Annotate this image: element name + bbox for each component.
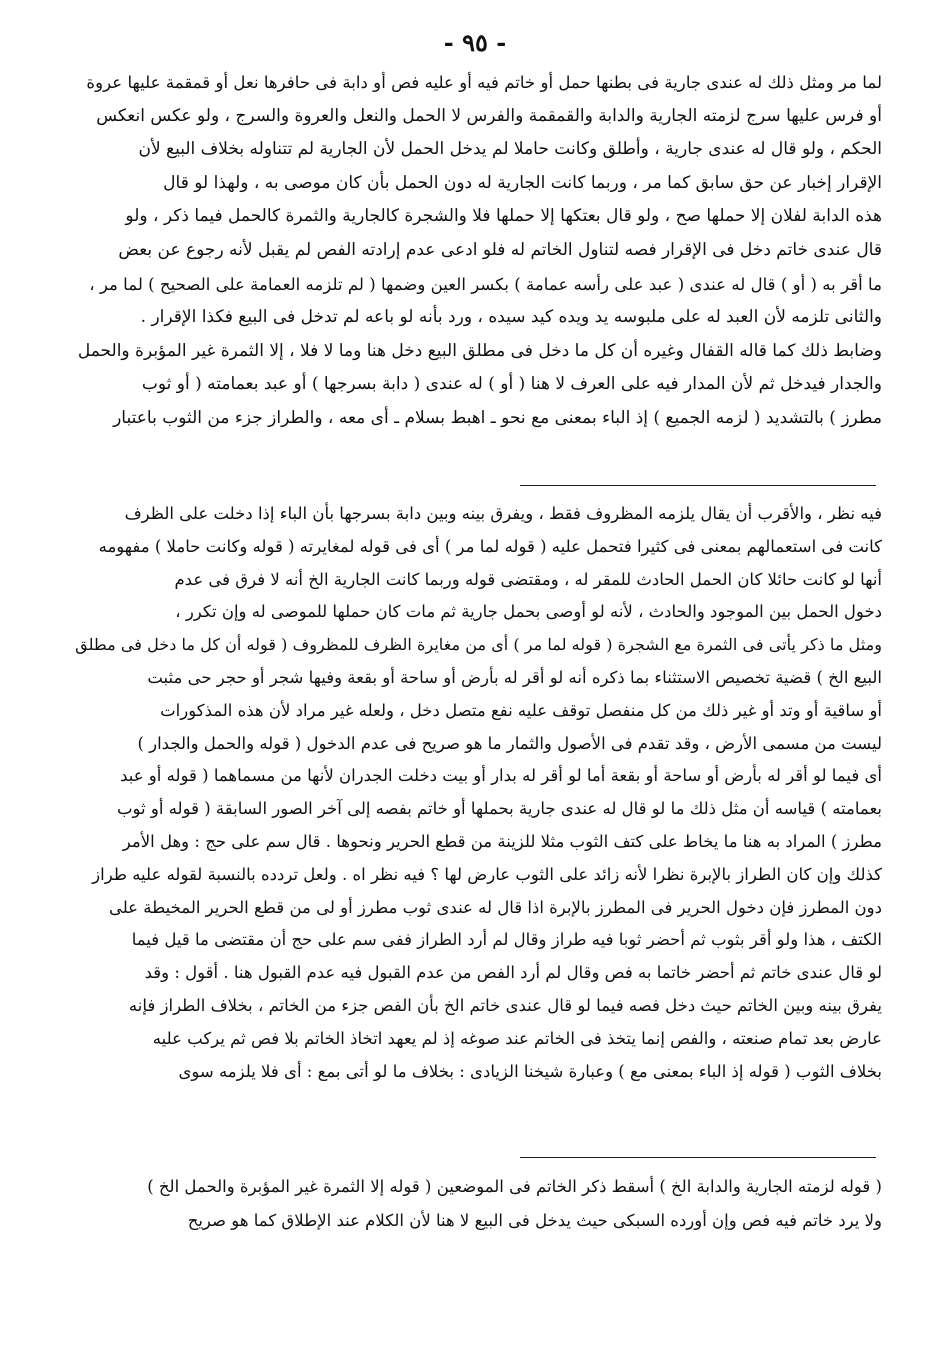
commentary-line: يفرق بينه وبين الخاتم حيث دخل فصه فيما لو قال عندى خاتم الخ بأن الفص جزء من الخاتم ، بخلاف الطراز فإنه (128, 995, 882, 1015)
commentary-line: لو قال عندى خاتم ثم أحضر خاتما به فص وقال لم أرد الفص من عدم القبول فيه عدم القبول هنا . أقول : وقد (144, 963, 882, 983)
commentary-line: ( قوله لزمته الجارية والدابة الخ ) أسقط ذكر الخاتم فى الموضعين ( قوله إلا الثمرة غير المؤبرة والحمل الخ ) (147, 1177, 882, 1196)
section-divider (520, 485, 876, 486)
commentary-line: أنها لو كانت حائلا كان الحمل الحادث للمقر له ، ومقتضى قوله وربما كانت الجارية الخ أنه لا فرق فى عدم (174, 569, 882, 589)
commentary-top (74, 498, 882, 1088)
page-number: - ٩٥ - (443, 28, 507, 57)
commentary-line: أو ساقية أو وتد أو غير ذلك من كل منفصل توقف عليه نفع متصل دخل ، ولعله غير مراد لأن هذه المذكورات (160, 700, 882, 720)
main-text (74, 66, 882, 436)
main-text-line: لما مر ومثل ذلك له عندى جارية فى بطنها حمل أو خاتم فيه أو عليه فص أو دابة فى حافرها نعل أو قمقمة عليها عروة (86, 73, 882, 92)
main-text-line: وضابط ذلك كما قاله القفال وغيره أن كل ما دخل فى مطلق البيع دخل هنا وما لا فلا ، إلا الثمرة غير المؤبرة والحمل (77, 340, 882, 361)
main-text-line: ما أقر به ( أو ) قال له عندى ( عبد على رأسه عمامة ) بكسر العين وضمها ( لم تلزمه العمامة على الصحيح ) لما مر ، (89, 274, 882, 294)
commentary-line: أى فيما لو أقر له بأرض أو ساحة أو بقعة أما لو أقر له بدار أو بيت دخلت الجدران لأنها من مسماهما ( قوله أو عبد (120, 766, 882, 786)
commentary-line: مطرز ) المراد به هنا ما يخاط على كتف الثوب مثلا للزينة من قطع الحرير ونحوها . قال سم على حج : وهل الأمر (122, 831, 882, 851)
main-text-line: قال عندى خاتم دخل فى الإقرار فصه لتناول الخاتم له فلو ادعى عدم إرادته الفص لم يقبل لأنه رجوع عن بعض (118, 239, 882, 260)
main-text-line: والثانى تلزمه لأن العبد له على ملبوسه يد ويده كيد سيده ، ورد بأنه لو باعه لم تدخل فى البيع فكذا الإقرار . (140, 307, 882, 328)
commentary-line: كانت فى استعمالهم بمعنى فى كثيرا فتحمل عليه ( قوله لما مر ) أى فى قوله لمغايرته ( قوله وكانت حاملا ) مفهومه (98, 536, 882, 556)
commentary-line: دخول الحمل بين الموجود والحادث ، لأنه لو أوصى بحمل جارية ثم مات كان حملها للموصى له وإن تكرر ، (175, 602, 882, 622)
commentary-line: بعمامته ) قياسه أن مثل ذلك ما لو قال له عندى جارية بحملها أو خاتم بفصه إلى آخر الصور السابقة ( قوله أو ثوب (117, 799, 882, 819)
commentary-line: بخلاف الثوب ( قوله إذ الباء بمعنى مع ) وعبارة شيخنا الزيادى : بخلاف ما لو أتى بمع : أى فلا يلزمه سوى (178, 1061, 882, 1081)
commentary-line: دون المطرز فإن دخول الحرير فى المطرز بالإبرة اذا قال له عندى ثوب مطرز أو لى من قطع الحرير المخيطة على (108, 897, 882, 917)
main-text-line: هذه الدابة لفلان إلا حملها صح ، ولو قال بعتكها إلا حملها فلا والشجرة كالجارية والثمرة كالحمل فيما ذكر ، ولو (125, 206, 882, 227)
main-text-line: والجدار فيدخل ثم لأن المدار فيه على العرف لا هنا ( أو ) له عندى ( دابة بسرجها ) أو عبد بعمامته ( أو ثوب (141, 374, 882, 395)
commentary-line: عارض بعد تمام صنعته ، والفص إنما يتخذ فى الخاتم عند صوغه إذ لم يعهد اتخاذ الخاتم بلا فص ثم يركب عليه (152, 1028, 882, 1048)
commentary-line: ليست من مسمى الأرض ، وقد تقدم فى الأصول والثمار ما هو صريح فى عدم الدخول ( قوله والحمل والجدار ) (137, 733, 882, 753)
commentary-line: ولا يرد خاتم فيه فص وإن أورده السبكى حيث يدخل فى البيع لا هنا لأن الكلام عند الإطلاق كما هو صريح (187, 1211, 882, 1230)
commentary-line: ومثل ما ذكر يأتى فى الثمرة مع الشجرة ( قوله لما مر ) أى من مغايرة الظرف للمظروف ( قوله أن كل ما دخل فى مطلق (75, 635, 882, 655)
commentary-line: كذلك وإن كان الطراز بالإبرة نظرا لأنه زائد على الثوب عارض لها ؟ فيه نظر اه . ولعل تردده بالنسبة لقوله عليه طراز (92, 864, 882, 884)
main-text-line: مطرز ) بالتشديد ( لزمه الجميع ) إذ الباء بمعنى مع نحو ـ اهبط بسلام ـ أى معه ، والطراز جزء من الثوب باعتبار (113, 407, 882, 428)
commentary-line: البيع الخ ) قضية تخصيص الاستثناء بما ذكره أنه لو أقر له بأرض أو ساحة أو بقعة وفيها شجر أو حجر حى مثبت (147, 667, 882, 687)
commentary-line: فيه نظر ، والأقرب أن يقال يلزمه المظروف فقط ، ويفرق بينه وبين دابة بسرجها بأن الباء إذا دخلت على الظرف (124, 504, 882, 523)
commentary-bottom (74, 1170, 882, 1238)
main-text-line: الإقرار إخبار عن حق سابق كما مر ، وربما كانت الجارية له دون الحمل بأن كان موصى به ، ولهذا لو قال (163, 172, 882, 193)
main-text-line: أو فرس عليها سرج لزمته الجارية والدابة والقمقمة والفرس لا الحمل والنعل والعروة والسرج ، ولو عكس انعكس (96, 105, 882, 126)
commentary-line: الكتف ، هذا ولو أقر بثوب ثم أحضر ثوبا فيه طراز وقال لم أرد الطراز ففى سم على حج أن مقتضى ما قيل فيما (131, 930, 882, 950)
main-text-line: الحكم ، ولو قال له عندى جارية ، وأطلق وكانت حاملا لم يدخل الحمل لأن الجارية لم تتناوله بخلاف البيع لأن (138, 139, 882, 160)
section-divider (520, 1157, 876, 1158)
